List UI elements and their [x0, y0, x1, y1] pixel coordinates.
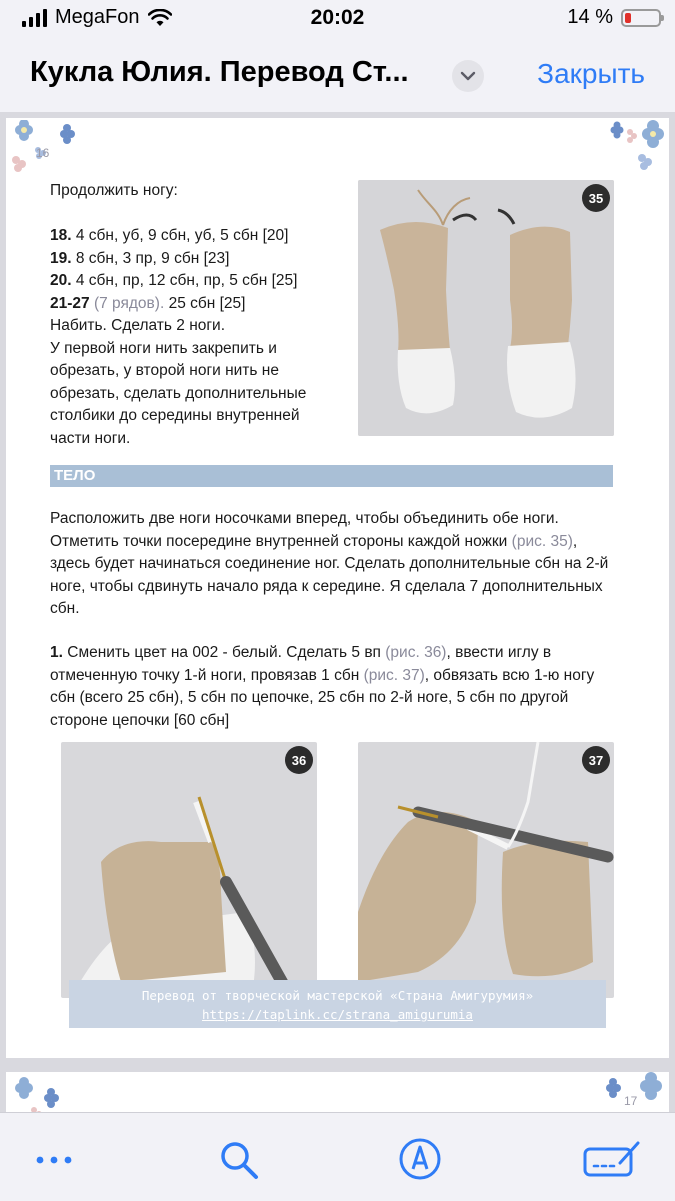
page-number: 16: [36, 146, 50, 160]
photo-37: [358, 742, 614, 998]
text-line: обрезать, сделать дополнительные: [50, 384, 307, 402]
crochet-legs-image: [358, 180, 614, 436]
intro-line: Продолжить ногу:: [50, 182, 178, 199]
markup-icon[interactable]: [398, 1137, 442, 1181]
close-button[interactable]: Закрыть: [537, 58, 645, 89]
page-number: 17: [624, 1094, 638, 1108]
credit-link[interactable]: https://taplink.cc/strana_amigurumia: [202, 1007, 473, 1022]
photo-35: [358, 180, 614, 436]
row-18: 18. 4 сбн, уб, 9 сбн, уб, 5 сбн [20]: [50, 227, 289, 244]
battery-icon: [621, 9, 661, 27]
crochet-join-image: [358, 742, 614, 998]
status-bar: [0, 0, 675, 40]
body-paragraph: Расположить две ноги носочками вперед, чтобы объединить обе ноги. Отметить точки посередине внутренней стороны каждой ножки (рис. 35), здесь будет начинаться соединение ног. Сделать дополнительные сбн на 2-й ноге, чтобы сдвинуть начало ряда к середине. Я сделала 7 дополнительных сбн.: [50, 510, 609, 617]
row-21-27: 21-27 (7 рядов). 25 сбн [25]: [50, 294, 246, 312]
text-line: столбики до середины внутренней: [50, 407, 300, 424]
section-header: ТЕЛО: [50, 465, 613, 487]
more-icon[interactable]: [36, 1155, 72, 1165]
crochet-hook-image: [61, 742, 317, 998]
chevron-down-icon: [460, 71, 476, 81]
battery-percent: 14 %: [567, 6, 613, 28]
continue-leg-instructions: [50, 180, 350, 450]
document-title: Кукла Юлия. Перевод Ст...: [30, 56, 409, 88]
translation-credit: [69, 980, 606, 1028]
bottom-toolbar: [0, 1112, 675, 1201]
text-line: У первой ноги нить закрепить и: [50, 339, 277, 357]
battery-group: [567, 6, 661, 29]
figure-badge: 37: [582, 746, 610, 774]
navigation-bar: [0, 40, 675, 112]
photo-36: [61, 742, 317, 998]
flower-decoration-icon: [596, 120, 666, 178]
pdf-page-17: [6, 1072, 669, 1112]
step-1-paragraph: 1. Сменить цвет на 002 - белый. Сделать 5 вп (рис. 36), ввести иглу в отмеченную точку 1-й ноги, провязав 1 сбн (рис. 37), обвязать всю 1-ю ногу сбн (всего 25 сбн), 5 сбн по цепочке, 25 сбн по 2-й ноге, 5 сбн по другой стороне цепочки [60 сбн]: [50, 644, 595, 729]
figure-badge: 35: [582, 184, 610, 212]
figure-badge: 36: [285, 746, 313, 774]
pdf-page-16: [6, 118, 669, 1058]
flower-decoration-icon: [8, 1076, 78, 1112]
sign-icon[interactable]: [582, 1139, 642, 1179]
row-19: 19. 8 сбн, 3 пр, 9 сбн [23]: [50, 249, 230, 267]
text-line: обрезать, у второй ноги нить не: [50, 362, 279, 379]
text-line: части ноги.: [50, 429, 131, 447]
carrier-name: MegaFon: [55, 6, 140, 28]
document-viewer[interactable]: [0, 112, 675, 1112]
text-line: Набить. Сделать 2 ноги.: [50, 317, 226, 334]
row-20: 20. 4 сбн, пр, 12 сбн, пр, 5 сбн [25]: [50, 272, 298, 289]
title-menu-button[interactable]: [452, 60, 484, 92]
credit-text: Перевод от творческой мастерской «Страна Амигурумия»: [141, 988, 534, 1003]
search-icon[interactable]: [218, 1139, 260, 1181]
clock: 20:02: [310, 6, 365, 29]
